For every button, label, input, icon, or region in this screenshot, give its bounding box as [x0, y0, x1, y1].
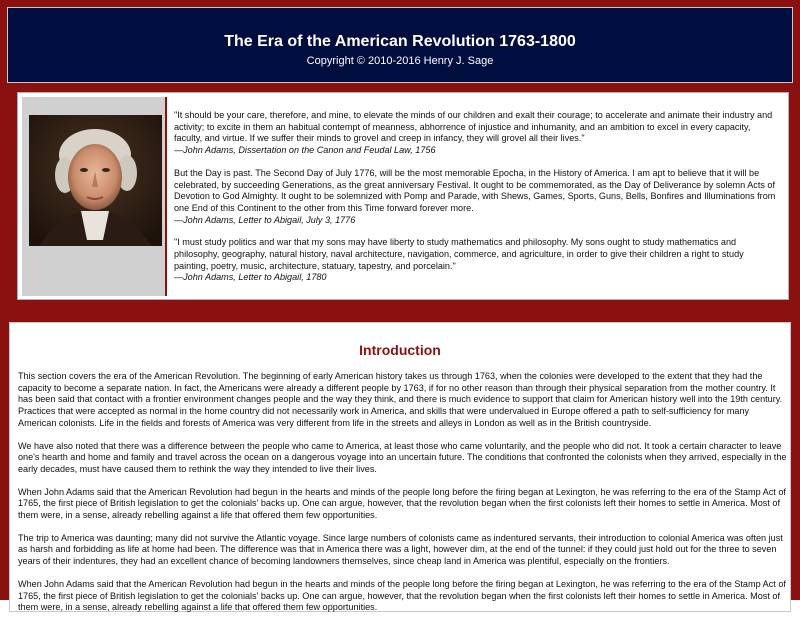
divider-band [0, 307, 800, 321]
copyright-text: Copyright © 2010-2016 Henry J. Sage [306, 55, 494, 67]
page-header [7, 7, 793, 83]
quotes-panel [17, 92, 789, 300]
main-content [9, 322, 791, 612]
paragraph: We have also noted that there was a difference between the people who came to America, at least those who came voluntarily, and the people who did not. It took a certain character to leave one's hearth and home and family and travel across the ocean on a dangerous voyage into an uncertain future. The conditions that confronted the colonists when they arrived, especially in the early decades, must have caused them to rethink the way they intended to live their lives. [18, 440, 787, 474]
paragraph: When John Adams said that the American Revolution had begun in the hearts and minds of the people long before the firing began at Lexington, he was referring to the era of the Stamp Act of 1765, the first piece of British legislation to get the colonials' backs up. One can argue, however, that the revolution began when the first colonists left their homes to settle in America. Most of them were, in a sense, already rebelling against a life that offered them few opportunities. [18, 578, 786, 613]
quotes-list [174, 110, 779, 295]
quote-attribution: —John Adams, Dissertation on the Canon and Feudal Law, 1756 [174, 145, 436, 156]
section-body [18, 371, 788, 625]
page-title: The Era of the American Revolution 1763-1800 [224, 33, 576, 50]
paragraph: This section covers the era of the American Revolution. The beginning of early American history takes us through 1763, when the colonies were developed to the extent that they had the capacity to become a separate nation. In fact, the Americans were already a different people by 1763, if for no other reason than through their physical separation from the mother country. It has been said that contact with a frontier environment changes people and the way they think, and there is much evidence to support that claim for American history well into the 19th century. Practices that were accepted as normal in the home country did not necessarily work in America, and skills that were undervalued in Europe offered a path to self-sufficiency for many American colonists. Life in the fields and forests of America was very different from life in the streets and alleys in London as well as in the British countryside. [18, 371, 783, 428]
section-heading: Introduction [359, 342, 441, 358]
quote-1 [174, 110, 779, 157]
quote-text: But the Day is past. The Second Day of July 1776, will be the most memorable Epocha, in the History of America. I am apt to believe that it will be celebrated, by succeeding Generations, as the great anniversary Festival. It ought to be commemorated, as the Day of Deliverance by solemn Acts of Devotion to God Almighty. It ought to be solemnized with Pomp and Parade, with Shews, Games, Sports, Guns, Bells, Bonfires and Illuminations from one End of this Continent to the other from this Time forward forever more. [174, 167, 776, 213]
quote-attribution: —John Adams, Letter to Abigail, July 3, 1776 [174, 214, 356, 225]
quote-text: "It should be your care, therefore, and mine, to elevate the minds of our children and exalt their courage; to accelerate and animate their industry and activity; to excite in them an habitual contempt of meanness, abhorrence of injustice and inhumanity, and an ambition to excel in every capacity, faculty, and virtue. If we suffer their minds to grovel and creep in infancy, they will grovel all their lives." [174, 110, 773, 144]
john-adams-portrait [29, 115, 162, 246]
quote-2 [174, 168, 779, 227]
quote-attribution: —John Adams, Letter to Abigail, 1780 [174, 272, 327, 283]
paragraph: When John Adams said that the American Revolution had begun in the hearts and minds of the people long before the firing began at Lexington, he was referring to the era of the Stamp Act of 1765, the first piece of British legislation to get the colonials' backs up. One can argue, however, that the revolution began when the first colonists left their homes to settle in America. Most of them were, in a sense, already rebelling against a life that offered them few opportunities. [18, 486, 786, 521]
portrait-frame [22, 97, 167, 296]
quote-text: "I must study politics and war that my sons may have liberty to study mathematics and philosophy. My sons ought to study mathematics and philosophy, geography, natural history, naval architecture, navigation, commerce, and agriculture, in order to give their children a right to study painting, poetry, music, architecture, statuary, tapestry, and porcelain." [174, 237, 744, 271]
paragraph: The trip to America was daunting; many did not survive the Atlantic voyage. Since large numbers of colonists came as indentured servants, their introduction to colonial America was often just as harsh and forbidding as life at home had been. The difference was that in America there was a light, however dim, at the end of the tunnel: if they could just hold out for the three to seven years of their indentures, they had an excellent chance of becoming landowners themselves, since cheap land in America was plentiful, especially on the frontiers. [18, 532, 783, 567]
quote-3 [174, 237, 779, 284]
